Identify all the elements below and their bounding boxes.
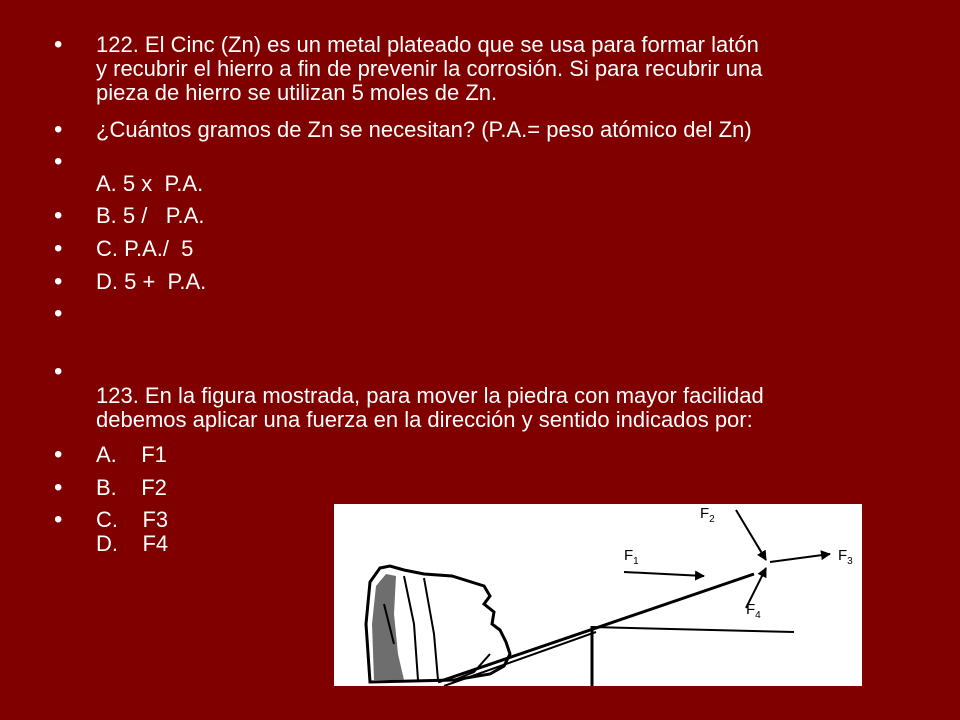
force-f2-label: $F_2$ [700,505,715,525]
bullet-marker: • [54,235,63,262]
force-f4-label: $F_4$ [746,601,761,621]
bullet-marker: • [54,148,63,175]
q122-text-line-1: 122. El Cinc (Zn) es un metal plateado que se usa para formar latón [96,32,759,57]
bullet-marker: • [54,116,63,143]
bullet-marker: • [54,31,63,58]
q122-text-line-3: pieza de hierro se utilizan 5 moles de Zn. [96,80,498,105]
q123-option-a: A. F1 [96,442,167,467]
lever-figure [334,504,862,686]
force-f1-label: $F_1$ [624,547,639,567]
force-f2-arrow [736,510,766,560]
bullet-marker: • [54,474,63,501]
bullet-marker: • [54,506,63,533]
q122-option-d: D. 5 + P.A. [96,269,207,294]
lever-diagram [334,504,862,686]
bullet-marker: • [54,300,63,327]
force-f1-arrow [624,572,704,576]
bullet-marker: • [54,268,63,295]
bullet-marker: • [54,441,63,468]
q122-option-b: B. 5 / P.A. [96,203,205,228]
q123-text-line-2: debemos aplicar una fuerza en la dirección y sentido indicados por: [96,407,753,432]
force-f3-arrow [770,554,830,562]
q123-option-c: C. F3 [96,507,169,532]
force-f3-label: $F_3$ [838,547,853,567]
q123-text-line-1: 123. En la figura mostrada, para mover la piedra con mayor facilidad [96,383,764,408]
q122-question: ¿Cuántos gramos de Zn se necesitan? (P.A.= peso atómico del Zn) [96,117,752,142]
q122-option-c: C. P.A./ 5 [96,236,194,261]
fulcrum-block [592,626,794,686]
bullet-marker: • [54,358,63,385]
q122-option-a: A. 5 x P.A. [96,171,204,196]
bullet-marker: • [54,202,63,229]
q123-option-d: D. F4 [96,531,169,556]
q122-text-line-2: y recubrir el hierro a fin de prevenir la corrosión. Si para recubrir una [96,56,763,81]
q123-option-b: B. F2 [96,475,167,500]
